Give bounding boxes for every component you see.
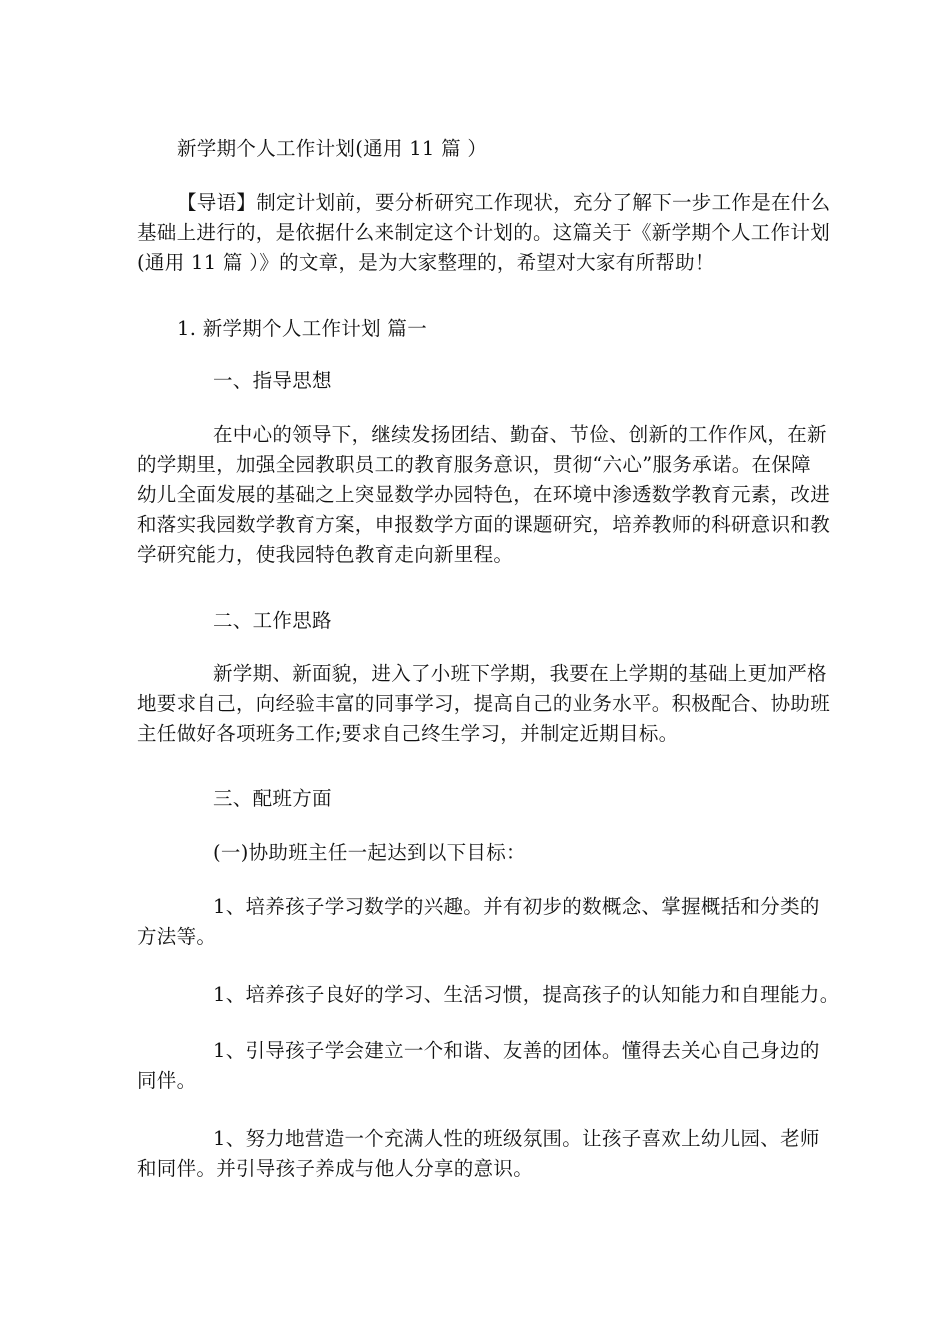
intro-line: (通用 11 篇 ）》的文章，是为大家整理的，希望对大家有所帮助！ [137, 251, 715, 274]
paragraph-line: 在中心的领导下，继续发扬团结、勤奋、节俭、创新的工作作风，在新 [213, 423, 827, 446]
paragraph-line: 和落实我园数学教育方案，申报数学方面的课题研究，培养教师的科研意识和教 [137, 513, 831, 536]
paragraph-guiding-thought [137, 420, 831, 570]
goal-item-2 [137, 980, 840, 1010]
heading-guiding-thought: 一、指导思想 [213, 369, 332, 392]
paragraph-line: 和同伴。并引导孩子养成与他人分享的意识。 [137, 1157, 534, 1180]
subheading-goals: (一)协助班主任一起达到以下目标： [213, 841, 526, 864]
paragraph-line: 1、努力地营造一个充满人性的班级氛围。让孩子喜欢上幼儿园、老师 [213, 1127, 820, 1150]
document-title: 新学期个人工作计划(通用 11 篇 ） [177, 137, 488, 160]
goal-item-4 [137, 1124, 820, 1184]
paragraph-line: 地要求自己，向经验丰富的同事学习，提高自己的业务水平。积极配合、协助班 [137, 692, 831, 715]
goal-item-3 [137, 1036, 820, 1096]
paragraph-line: 学研究能力，使我园特色教育走向新里程。 [137, 543, 514, 566]
intro-paragraph [137, 188, 831, 278]
paragraph-line: 1、培养孩子良好的学习、生活习惯，提高孩子的认知能力和自理能力。 [213, 983, 840, 1006]
intro-line: 【导语】制定计划前，要分析研究工作现状，充分了解下一步工作是在什么 [177, 191, 831, 214]
paragraph-line: 方法等。 [137, 925, 217, 948]
section-title: 1. 新学期个人工作计划 篇一 [177, 317, 428, 340]
intro-line: 基础上进行的，是依据什么来制定这个计划的。这篇关于《新学期个人工作计划 [137, 221, 831, 244]
paragraph-line: 新学期、新面貌，进入了小班下学期，我要在上学期的基础上更加严格 [213, 662, 827, 685]
goal-item-1 [137, 892, 820, 952]
paragraph-work-ideas [137, 659, 831, 749]
paragraph-line: 的学期里，加强全园教职员工的教育服务意识，贯彻“六心”服务承诺。在保障 [137, 453, 811, 476]
paragraph-line: 主任做好各项班务工作;要求自己终生学习，并制定近期目标。 [137, 722, 679, 745]
paragraph-line: 1、引导孩子学会建立一个和谐、友善的团体。懂得去关心自己身边的 [213, 1039, 820, 1062]
paragraph-line: 1、培养孩子学习数学的兴趣。并有初步的数概念、掌握概括和分类的 [213, 895, 820, 918]
heading-work-ideas: 二、工作思路 [213, 609, 332, 632]
paragraph-line: 同伴。 [137, 1069, 197, 1092]
heading-class-assist: 三、配班方面 [213, 787, 332, 810]
paragraph-line: 幼儿全面发展的基础之上突显数学办园特色，在环境中渗透数学教育元素，改进 [137, 483, 831, 506]
